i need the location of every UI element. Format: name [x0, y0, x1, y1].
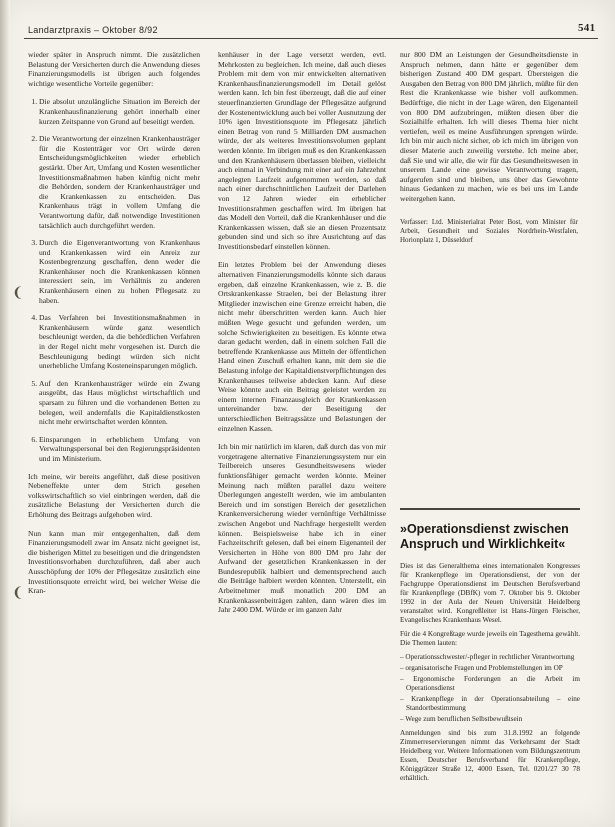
list-item: – organisatorische Fragen und Problemstellungen im OP — [400, 664, 563, 672]
margin-mark: ❨ — [12, 286, 24, 301]
list-item: 4. Das Verfahren bei Investitionsmaßnahmen in Krankenhäusern würde ganz wesentlich beschleunigt werden, da die behördlichen Verfahren in der Regel nicht mehr vorgesehen ist. Durch die Beschleunigung bedingt würden sich nicht unerhebliche Umfang Kosteneinsparungen möglich. — [39, 313, 200, 371]
paragraph: Nun kann man mir entgegenhalten, daß dem Finanzierungsmodell zwar im Ansatz nicht geeignet ist, die bisherigen Mittel zu beseitigen und die dringendsten Investitionsvorhaben durchzuführen, daß aber auch Ausschöpfung der 10% der Pflegesätze zusätzlich eine Investitionsquote erreicht wird, bei welcher Weise die Kran- — [28, 528, 200, 596]
list-item: – Ergonomische Forderungen an die Arbeit im Operationsdienst — [400, 675, 580, 692]
header-rule — [24, 38, 598, 39]
paragraph: Anmeldungen sind bis zum 31.8.1992 an folgende Zimmerreservierungen nimmt das Verkehrsamt der Stadt Heidelberg vor. Weitere Informationen vom Bildungszentrum Essen, Deutscher Berufsverband für Krankenpflege, Königgrätzer Straße 12, 4000 Essen, Tel. 0201/27 30 78 erhältlich. — [400, 729, 580, 782]
numbered-list — [28, 97, 200, 463]
announcement-body — [400, 562, 580, 783]
header-journal: Landarztpraxis – Oktober 8/92 — [28, 25, 158, 35]
page-number: 541 — [578, 22, 596, 34]
topic-list — [400, 653, 580, 724]
paragraph: Ein letztes Problem bei der Anwendung dieses alternativen Finanzierungsmodells könnte sich daraus ergeben, daß einzelne Krankenkassen, wie z. B. die Ortskrankenkasse Straelen, bei der Belastung ihrer Mitglieder inzwischen eine Grenze erreicht haben, die nicht mehr überschritten werden kann. Auch hier müßten Wege gesucht und gefunden werden, um solche Schwierigkeiten zu beseitigen. Es könnte etwa daran gedacht werden, daß in einem solchen Fall die betreffende Krankenkasse aus Mitteln der öffentlichen Hand einen Zuschuß erhalten kann, mit dem sie die Belastung infolge der Kapitaldienstverpflichtungen des Krankenhauses teilweise abdecken kann. Auf diese Weise könnte auch ein Beitrag geleistet werden zu einem internen Finanzausgleich der Krankenkassen untereinander bzw. der Beseitigung der unterschiedlichen Beitragssätze und Belastungen der einzelnen Kassen. — [218, 260, 386, 433]
list-item: 6. Einsparungen in erheblichem Umfang von Verwaltungspersonal bei den Regierungspräsidenten und im Ministerium. — [39, 435, 200, 464]
running-header — [0, 22, 615, 38]
binding-shadow — [0, 0, 10, 827]
paragraph: kenhäuser in der Lage versetzt werden, evtl. Mehrkosten zu begleichen. Ich meine, daß auch dieses Problem mit dem von mir entwickelten alternativen Krankenhausfinanzierungsmodell im Detail gelöst werden kann. Ich bin fest überzeugt, daß die auf einer steuerfinanzierten Grundlage der Pflegesätze aufgrund der Kostenentwicklung auch bei voller Ausnutzung der 10% igen Investitionsquote im Pflegesatz jährlich einen Betrag von rund 5 Milliarden DM ausmachen würde, der als weiteres Investitionsvolumen geplant werden könnte. Im übrigen muß es den Krankenkassen und den Krankenhäusern überlassen bleiben, vielleicht auch einmal in Verbindung mit einer auf ein Jahrzehnt angelegten Laufzeit aufgenommen werden, so daß nach einer durchschnittlichen Laufzeit der Darlehen von 12 Jahren wieder ein erheblicher Investitionsrahmen geschaffen wird. Im übrigen hat das Modell den Vorteil, daß die Krankenhäuser und die Krankenkassen wissen, daß sie an diesen Prozentsatz gebunden sind und sich so ihre Ausrichtung auf das Investitionsbedarf einstellen können. — [218, 50, 386, 251]
paragraph: Ich bin mir natürlich im klaren, daß durch das von mir vorgetragene alternative Finanzierungssystem nur ein Teilbereich unseres Gesundheitswesens wieder funktionsfähiger gemacht werden könnte. Meiner Meinung nach müßten parallel dazu weitere Überlegungen angestellt werden, wie im ambulanten Bereich und im sonstigen Bereich der gesetzlichen Krankenversicherung wieder vernünftige Verhältnisse zwischen Angebot und Nachfrage hergestellt werden können. Beispielsweise habe ich in einer Fachzeitschrift gelesen, daß bei einem Eigenanteil der Versicherten in Höhe von 800 DM pro Jahr der Aufwand der gesetzlichen Krankenkassen in der Bundesrepublik halbiert und dementsprechend auch die Beiträge halbiert werden könnten. Unterstellt, ein Arbeitnehmer muß monatlich 200 DM an Krankenkassenbeiträgen zahlen, dann wären dies im Jahr 2400 DM. Würde er im ganzen Jahr — [218, 442, 386, 615]
paragraph: Ich meine, wir bereits angeführt, daß diese positiven Nebeneffekte unter dem Strich gesehen volkswirtschaftlich so viel einbringen werden, daß die zusätzliche Belastung der Versicherten durch die Erhöhung des Beitrags aufgehoben wird. — [28, 471, 200, 519]
paragraph: Für die 4 Kongreßtage wurde jeweils ein Tagesthema gewählt. Die Themen lauten: — [400, 630, 580, 647]
announcement-title: »Operationsdienst zwischen Anspruch und Wirklichkeit« — [400, 522, 569, 551]
list-item: 5. Auf den Krankenhausträger würde ein Zwang ausgeübt, das Haus möglichst wirtschaftlich und sparsam zu führen und die vorhandenen Betten zu belegen, weil andernfalls die Kapitaldienstkosten nicht mehr erwirtschaftet werden könnten. — [39, 379, 200, 427]
paragraph: wieder später in Anspruch nimmt. Die zusätzlichen Belastung der Versicherten durch die Anwendung dieses Finanzierungsmodells ist übrigen auch folgendes wichtige wesentliche Vorteile gegenüber: — [28, 50, 200, 88]
list-item: – Wege zum beruflichen Selbstbewußtsein — [400, 715, 523, 723]
column-3 — [400, 50, 578, 245]
column-2 — [218, 50, 386, 624]
author-note: Verfasser: Ltd. Ministerialrat Peter Bost, vom Minister für Arbeit, Gesundheit und Soziales Nordrhein-Westfalen, Horionplatz 1, Düsseldorf — [400, 217, 578, 244]
list-item: 3. Durch die Eigenverantwortung von Krankenhaus und Krankenkassen wird ein Anreiz zur Kostenbegrenzung geschaffen, denn weder die Krankenhäuser noch die Krankenkassen können interessiert sein, im Verhältnis zu anderen Krankenhäusern einen zu hohen Pflegesatz zu haben. — [39, 238, 200, 305]
margin-mark: ❨ — [12, 586, 24, 601]
column-1 — [28, 50, 200, 605]
list-item: 2. Die Verantwortung der einzelnen Krankenhausträger für die Kostenträger vor Ort würde deren Entscheidungsmöglichkeiten wieder erheblich gestärkt. Über Art, Umfang und Kosten wesentlicher Investitionsmaßnahmen haben künftig nicht mehr die Behörden, sondern der Krankenhausträger und die Krankenkassen zu entscheiden. Das Krankenhaus trägt in vollem Umfang die Verantwortung dafür, daß notwendige Investitionen tatsächlich auch durchgeführt werden. — [39, 134, 200, 230]
list-item: – Krankenpflege in der Operationsabteilung – eine Standortbestimmung — [400, 695, 580, 712]
paragraph: nur 800 DM an Leistungen der Gesundheitsdienste in Anspruch nehmen, dann hätte er gegenüber dem bisherigen Zustand 400 DM gespart. Übersteigen die Ausgaben den Betrag von 800 DM jährlich, müßte für den Rest die Krankenkasse wie bisher voll aufkommen. Bedürftige, die nicht in der Lage wären, den Eigenanteil von 800 DM aufzubringen, müßten diesen über die Sozialhilfe erhalten. Ich will dieses Thema hier nicht vertiefen, weil es meine Ausführungen sprengen würde. Ich bin mir auch nicht sicher, ob ich mich im übrigen von dieser Materie auch zuweilig verstehe. Ich meine aber, daß Sie und wir alle, die wir für das Gesundheitswesen in unserem Lande eine gewisse Verantwortung tragen, aufgerufen sind und bleiben, uns über das Gewohnte hinaus Gedanken zu machen, wie es bei uns im Lande weitergehen kann. — [400, 50, 578, 203]
list-item: 1. Die absolut unzulängliche Situation im Bereich der Krankenhausfinanzierung gehört innerhalb einer kurzen Zeitspanne von Grund auf beseitigt werden. — [39, 97, 200, 126]
announcement-box — [400, 508, 580, 788]
paragraph: Dies ist das Generalthema eines internationalen Kongresses für Krankenpflege im Operationsdienst, der von der Fachgruppe Operationsdienst im Deutschen Berufsverband für Krankenpflege (DBfK) vom 7. Oktober bis 9. Oktober 1992 in der Aula der Neuen Universität Heidelberg veranstaltet wird. Kongreßleiter ist Hans-Jürgen Fleischer, Evangelisches Krankenhaus Wesel. — [400, 562, 580, 624]
list-item: – Operationsschwester/-pfleger in rechtlicher Verantwortung — [400, 653, 575, 661]
